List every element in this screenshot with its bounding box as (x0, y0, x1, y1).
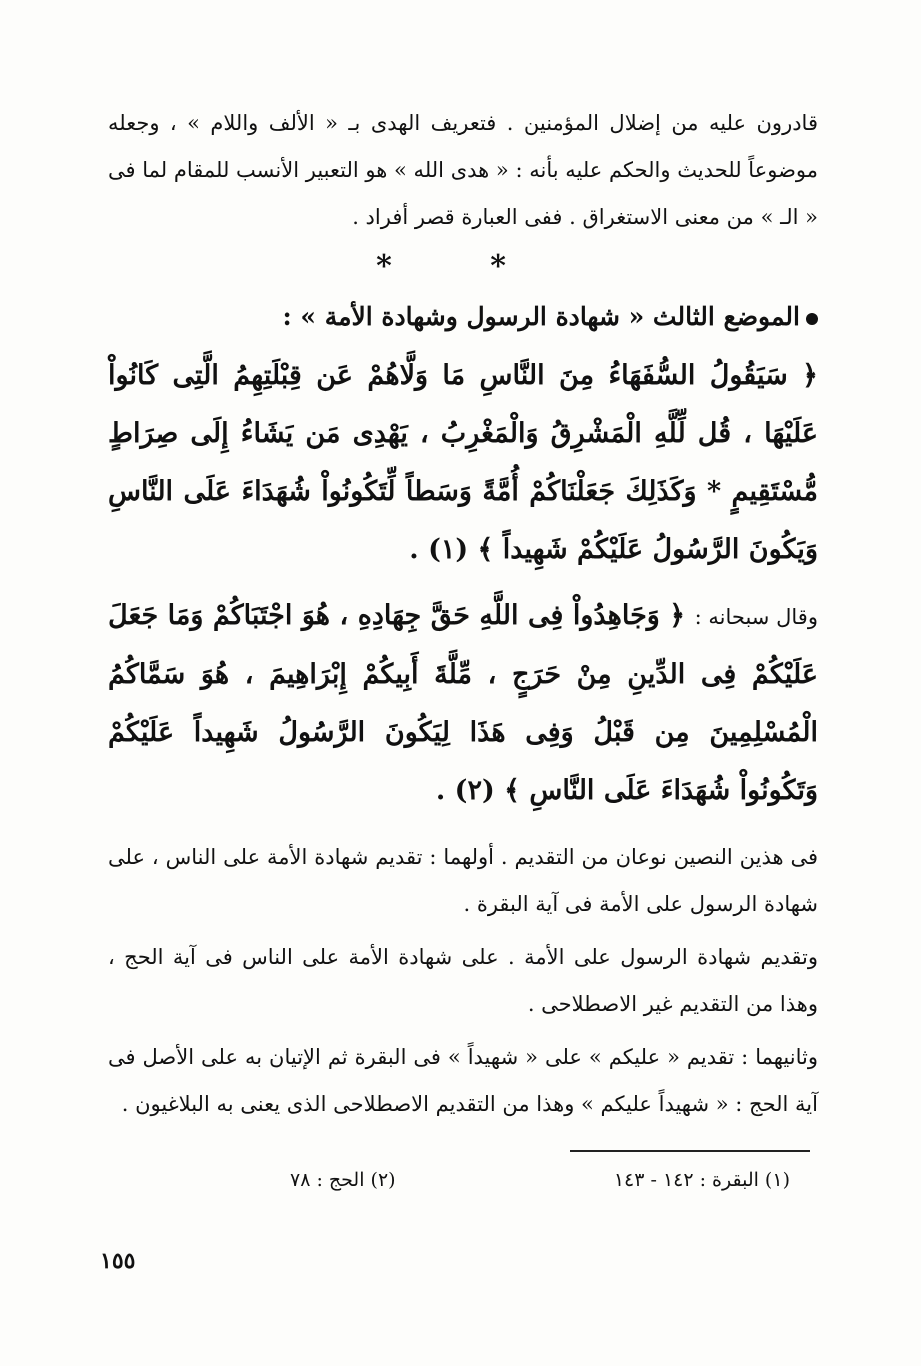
paragraph-second-type: وثانيهما : تقديم « عليكم » على « شهيداً » فى البقرة ثم الإتيان به على الأصل فى آية الحج : « شهيداً عليكم » وهذا من التقديم الاصطلاحى الذى يعنى به البلاغيون . (108, 1045, 818, 1116)
page-body (108, 100, 818, 1128)
intro-paragraph: قادرون عليه من إضلال المؤمنين . فتعريف الهدى بـ « الألف واللام » ، وجعله موضوعاً للحديث والحكم عليه بأنه : « هدى الله » هو التعبير الأنسب للمقام لما فى « الـ » من معنى الاستغراق . ففى العبارة قصر أفراد . (108, 111, 818, 229)
section-heading-text: الموضع الثالث « شهادة الرسول وشهادة الأمة » : (282, 302, 800, 331)
footnote-divider (570, 1150, 810, 1152)
paragraph-hajj-order: وتقديم شهادة الرسول على الأمة . على شهادة الأمة على الناس فى آية الحج ، وهذا من التقديم غير الاصطلاحى . (108, 945, 818, 1016)
footnote-1: (١) البقرة : ١٤٢ - ١٤٣ (613, 1169, 790, 1191)
verse-lead-text: وقال سبحانه : (694, 605, 818, 629)
paragraph-first-type: فى هذين النصين نوعان من التقديم . أولهما : تقديم شهادة الأمة على الناس ، على شهادة الرسول على الأمة فى آية البقرة . (108, 845, 818, 916)
footnotes (290, 1165, 790, 1195)
quran-verse-baqara: ﴿ سَيَقُولُ السُّفَهَاءُ مِنَ النَّاسِ مَا وَلَّاهُمْ عَن قِبْلَتِهِمُ الَّتِى كَانُواْ عَلَيْهَا ، قُل لِّلَّهِ الْمَشْرِقُ وَالْمَغْرِبُ ، يَهْدِى مَن يَشَاءُ إِلَى صِرَاطٍ مُّسْتَقِيمٍ * وَكَذَلِكَ جَعَلْنَاكُمْ أُمَّةً وَسَطاً لِّتَكُونُواْ شُهَدَاءَ عَلَى النَّاسِ وَيَكُونَ الرَّسُولُ عَلَيْكُمْ شَهِيداً ﴾ (١) . (108, 360, 818, 565)
footnote-2: (٢) الحج : ٧٨ (290, 1169, 396, 1191)
bullet-icon (806, 313, 818, 325)
page-number: ١٥٥ (100, 1248, 136, 1274)
section-heading (108, 291, 818, 343)
quran-verse-hajj (108, 587, 818, 820)
section-separator: * * (376, 249, 550, 284)
verse-text: ﴿ وَجَاهِدُواْ فِى اللَّهِ حَقَّ جِهَادِهِ ، هُوَ اجْتَبَاكُمْ وَمَا جَعَلَ عَلَيْكُمْ فِى الدِّينِ مِنْ حَرَجٍ ، مِّلَّةَ أَبِيكُمْ إِبْرَاهِيمَ ، هُوَ سَمَّاكُمُ الْمُسْلِمِينَ مِن قَبْلُ وَفِى هَذَا لِيَكُونَ الرَّسُولُ شَهِيداً عَلَيْكُمْ وَتَكُونُواْ شُهَدَاءَ عَلَى النَّاسِ ﴾ (٢) . (108, 600, 818, 806)
